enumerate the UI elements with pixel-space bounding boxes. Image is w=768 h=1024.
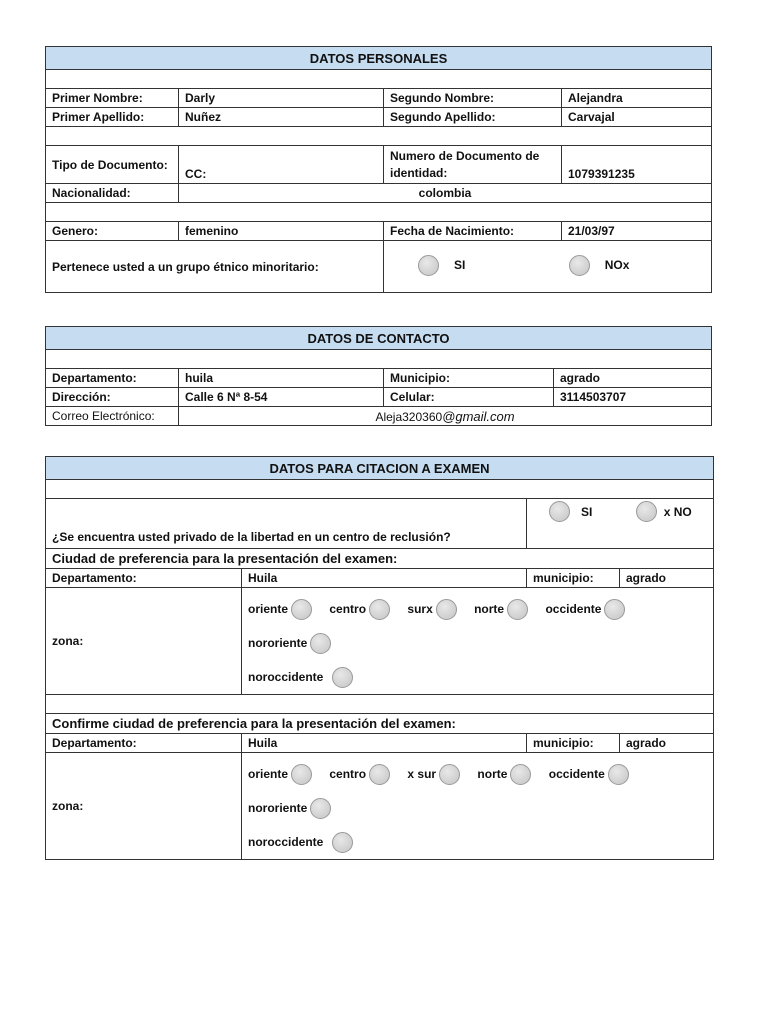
etnico-si-label: SI: [454, 258, 466, 272]
departamento-label: Departamento:: [46, 369, 179, 388]
zona-centro-label: centro: [329, 602, 367, 616]
contact-section-title: DATOS DE CONTACTO: [46, 327, 712, 350]
spacer-row: [46, 127, 712, 146]
exam-municipio-value[interactable]: agrado: [620, 569, 714, 588]
radio2-centro[interactable]: [369, 764, 390, 785]
preferencia-title: Ciudad de preferencia para la presentación del examen:: [46, 549, 714, 569]
zona2-sur-label: x sur: [407, 767, 437, 781]
zona2-options: [242, 753, 714, 860]
zona-noroccidente-option[interactable]: [248, 660, 353, 694]
privado-libertad-label: ¿Se encuentra usted privado de la libertad en un centro de reclusión?: [46, 499, 527, 549]
zona-norte-option[interactable]: [474, 592, 528, 626]
zona2-nororiente-option[interactable]: [248, 791, 331, 825]
confirme-title: Confirme ciudad de preferencia para la presentación del examen:: [46, 714, 714, 734]
zona2-oriente-option[interactable]: [248, 757, 312, 791]
etnico-no-label: NOx: [604, 258, 630, 272]
municipio-label: Municipio:: [384, 369, 554, 388]
radio2-sur[interactable]: [439, 764, 460, 785]
segundo-apellido-value[interactable]: Carvajal: [562, 108, 712, 127]
zona-oriente-label: oriente: [248, 602, 289, 616]
nacionalidad-label: Nacionalidad:: [46, 184, 179, 203]
correo-label: Correo Electrónico:: [46, 407, 179, 426]
privado-si-label: SI: [581, 504, 593, 519]
segundo-nombre-value[interactable]: Alejandra: [562, 89, 712, 108]
exam-section-title: DATOS PARA CITACION A EXAMEN: [46, 457, 714, 480]
radio2-nororiente[interactable]: [310, 798, 331, 819]
exam-municipio-label: municipio:: [527, 569, 620, 588]
radio2-norte[interactable]: [510, 764, 531, 785]
zona2-norte-label: norte: [477, 767, 508, 781]
tipo-documento-value[interactable]: CC:: [179, 146, 384, 184]
genero-label: Genero:: [46, 222, 179, 241]
primer-apellido-label: Primer Apellido:: [46, 108, 179, 127]
radio-privado-si[interactable]: [549, 501, 570, 522]
personal-data-table: [45, 46, 712, 293]
spacer-row: [46, 350, 712, 369]
radio-occidente[interactable]: [604, 599, 625, 620]
etnico-si-option[interactable]: [418, 255, 465, 276]
correo-user: Aleja320360: [375, 409, 443, 424]
radio2-oriente[interactable]: [291, 764, 312, 785]
radio-privado-no[interactable]: [636, 501, 657, 522]
celular-label: Celular:: [384, 388, 554, 407]
zona-occidente-option[interactable]: [545, 592, 625, 626]
privado-options: [527, 499, 714, 549]
exam-data-table: [45, 456, 714, 860]
contact-data-table: [45, 326, 712, 426]
segundo-nombre-label: Segundo Nombre:: [384, 89, 562, 108]
zona2-norte-option[interactable]: [477, 757, 531, 791]
spacer-row: [46, 70, 712, 89]
departamento-value[interactable]: huila: [179, 369, 384, 388]
zona-options: [242, 588, 714, 695]
privado-no-option[interactable]: [636, 501, 692, 522]
zona2-noroccidente-option[interactable]: [248, 825, 353, 859]
radio-noroccidente[interactable]: [332, 667, 353, 688]
zona-occidente-label: occidente: [545, 602, 602, 616]
zona2-occidente-label: occidente: [548, 767, 605, 781]
zona-sur-option[interactable]: [407, 592, 456, 626]
zona2-centro-option[interactable]: [329, 757, 390, 791]
zona-oriente-option[interactable]: [248, 592, 312, 626]
spacer-row: [46, 203, 712, 222]
zona-nororiente-option[interactable]: [248, 626, 331, 660]
primer-nombre-value[interactable]: Darly: [179, 89, 384, 108]
zona2-noroccidente-label: noroccidente: [248, 835, 324, 849]
numero-documento-label: Numero de Documento de identidad:: [384, 146, 562, 184]
spacer-row: [46, 695, 714, 714]
primer-nombre-label: Primer Nombre:: [46, 89, 179, 108]
exam-departamento-label: Departamento:: [46, 569, 242, 588]
zona-centro-option[interactable]: [329, 592, 390, 626]
numero-documento-value[interactable]: 1079391235: [562, 146, 712, 184]
zona2-oriente-label: oriente: [248, 767, 289, 781]
segundo-apellido-label: Segundo Apellido:: [384, 108, 562, 127]
radio-norte[interactable]: [507, 599, 528, 620]
direccion-value[interactable]: Calle 6 Nª 8-54: [179, 388, 384, 407]
privado-no-label: x NO: [663, 504, 692, 519]
radio2-noroccidente[interactable]: [332, 832, 353, 853]
zona-label: zona:: [46, 588, 242, 695]
municipio-value[interactable]: agrado: [554, 369, 712, 388]
exam-departamento2-value[interactable]: Huila: [242, 734, 527, 753]
radio2-occidente[interactable]: [608, 764, 629, 785]
zona2-occidente-option[interactable]: [549, 757, 629, 791]
zona-norte-label: norte: [474, 602, 505, 616]
etnico-label: Pertenece usted a un grupo étnico minoritario:: [46, 241, 384, 293]
celular-value[interactable]: 3114503707: [554, 388, 712, 407]
personal-section-title: DATOS PERSONALES: [46, 47, 712, 70]
radio-centro[interactable]: [369, 599, 390, 620]
privado-si-option[interactable]: [549, 501, 592, 522]
radio-si[interactable]: [418, 255, 439, 276]
exam-departamento-value[interactable]: Huila: [242, 569, 527, 588]
zona2-label: zona:: [46, 753, 242, 860]
nacionalidad-value[interactable]: colombia: [179, 184, 712, 203]
etnico-options: [384, 241, 712, 293]
zona-nororiente-label: nororiente: [248, 636, 308, 650]
correo-value[interactable]: [179, 407, 712, 426]
fecha-nacimiento-label: Fecha de Nacimiento:: [384, 222, 562, 241]
correo-domain: @gmail.com: [442, 408, 515, 424]
exam-departamento2-label: Departamento:: [46, 734, 242, 753]
spacer-row: [46, 480, 714, 499]
radio-sur[interactable]: [436, 599, 457, 620]
radio-no[interactable]: [569, 255, 590, 276]
fecha-nacimiento-value[interactable]: 21/03/97: [562, 222, 712, 241]
tipo-documento-label: Tipo de Documento:: [46, 146, 179, 184]
zona-sur-label: surx: [407, 602, 433, 616]
radio-oriente[interactable]: [291, 599, 312, 620]
etnico-no-option[interactable]: [569, 255, 630, 276]
exam-municipio2-value[interactable]: agrado: [620, 734, 714, 753]
genero-value[interactable]: femenino: [179, 222, 384, 241]
zona2-centro-label: centro: [329, 767, 367, 781]
zona-noroccidente-label: noroccidente: [248, 670, 324, 684]
zona2-nororiente-label: nororiente: [248, 801, 308, 815]
zona2-sur-option[interactable]: [407, 757, 460, 791]
exam-municipio2-label: municipio:: [527, 734, 620, 753]
primer-apellido-value[interactable]: Nuñez: [179, 108, 384, 127]
radio-nororiente[interactable]: [310, 633, 331, 654]
direccion-label: Dirección:: [46, 388, 179, 407]
